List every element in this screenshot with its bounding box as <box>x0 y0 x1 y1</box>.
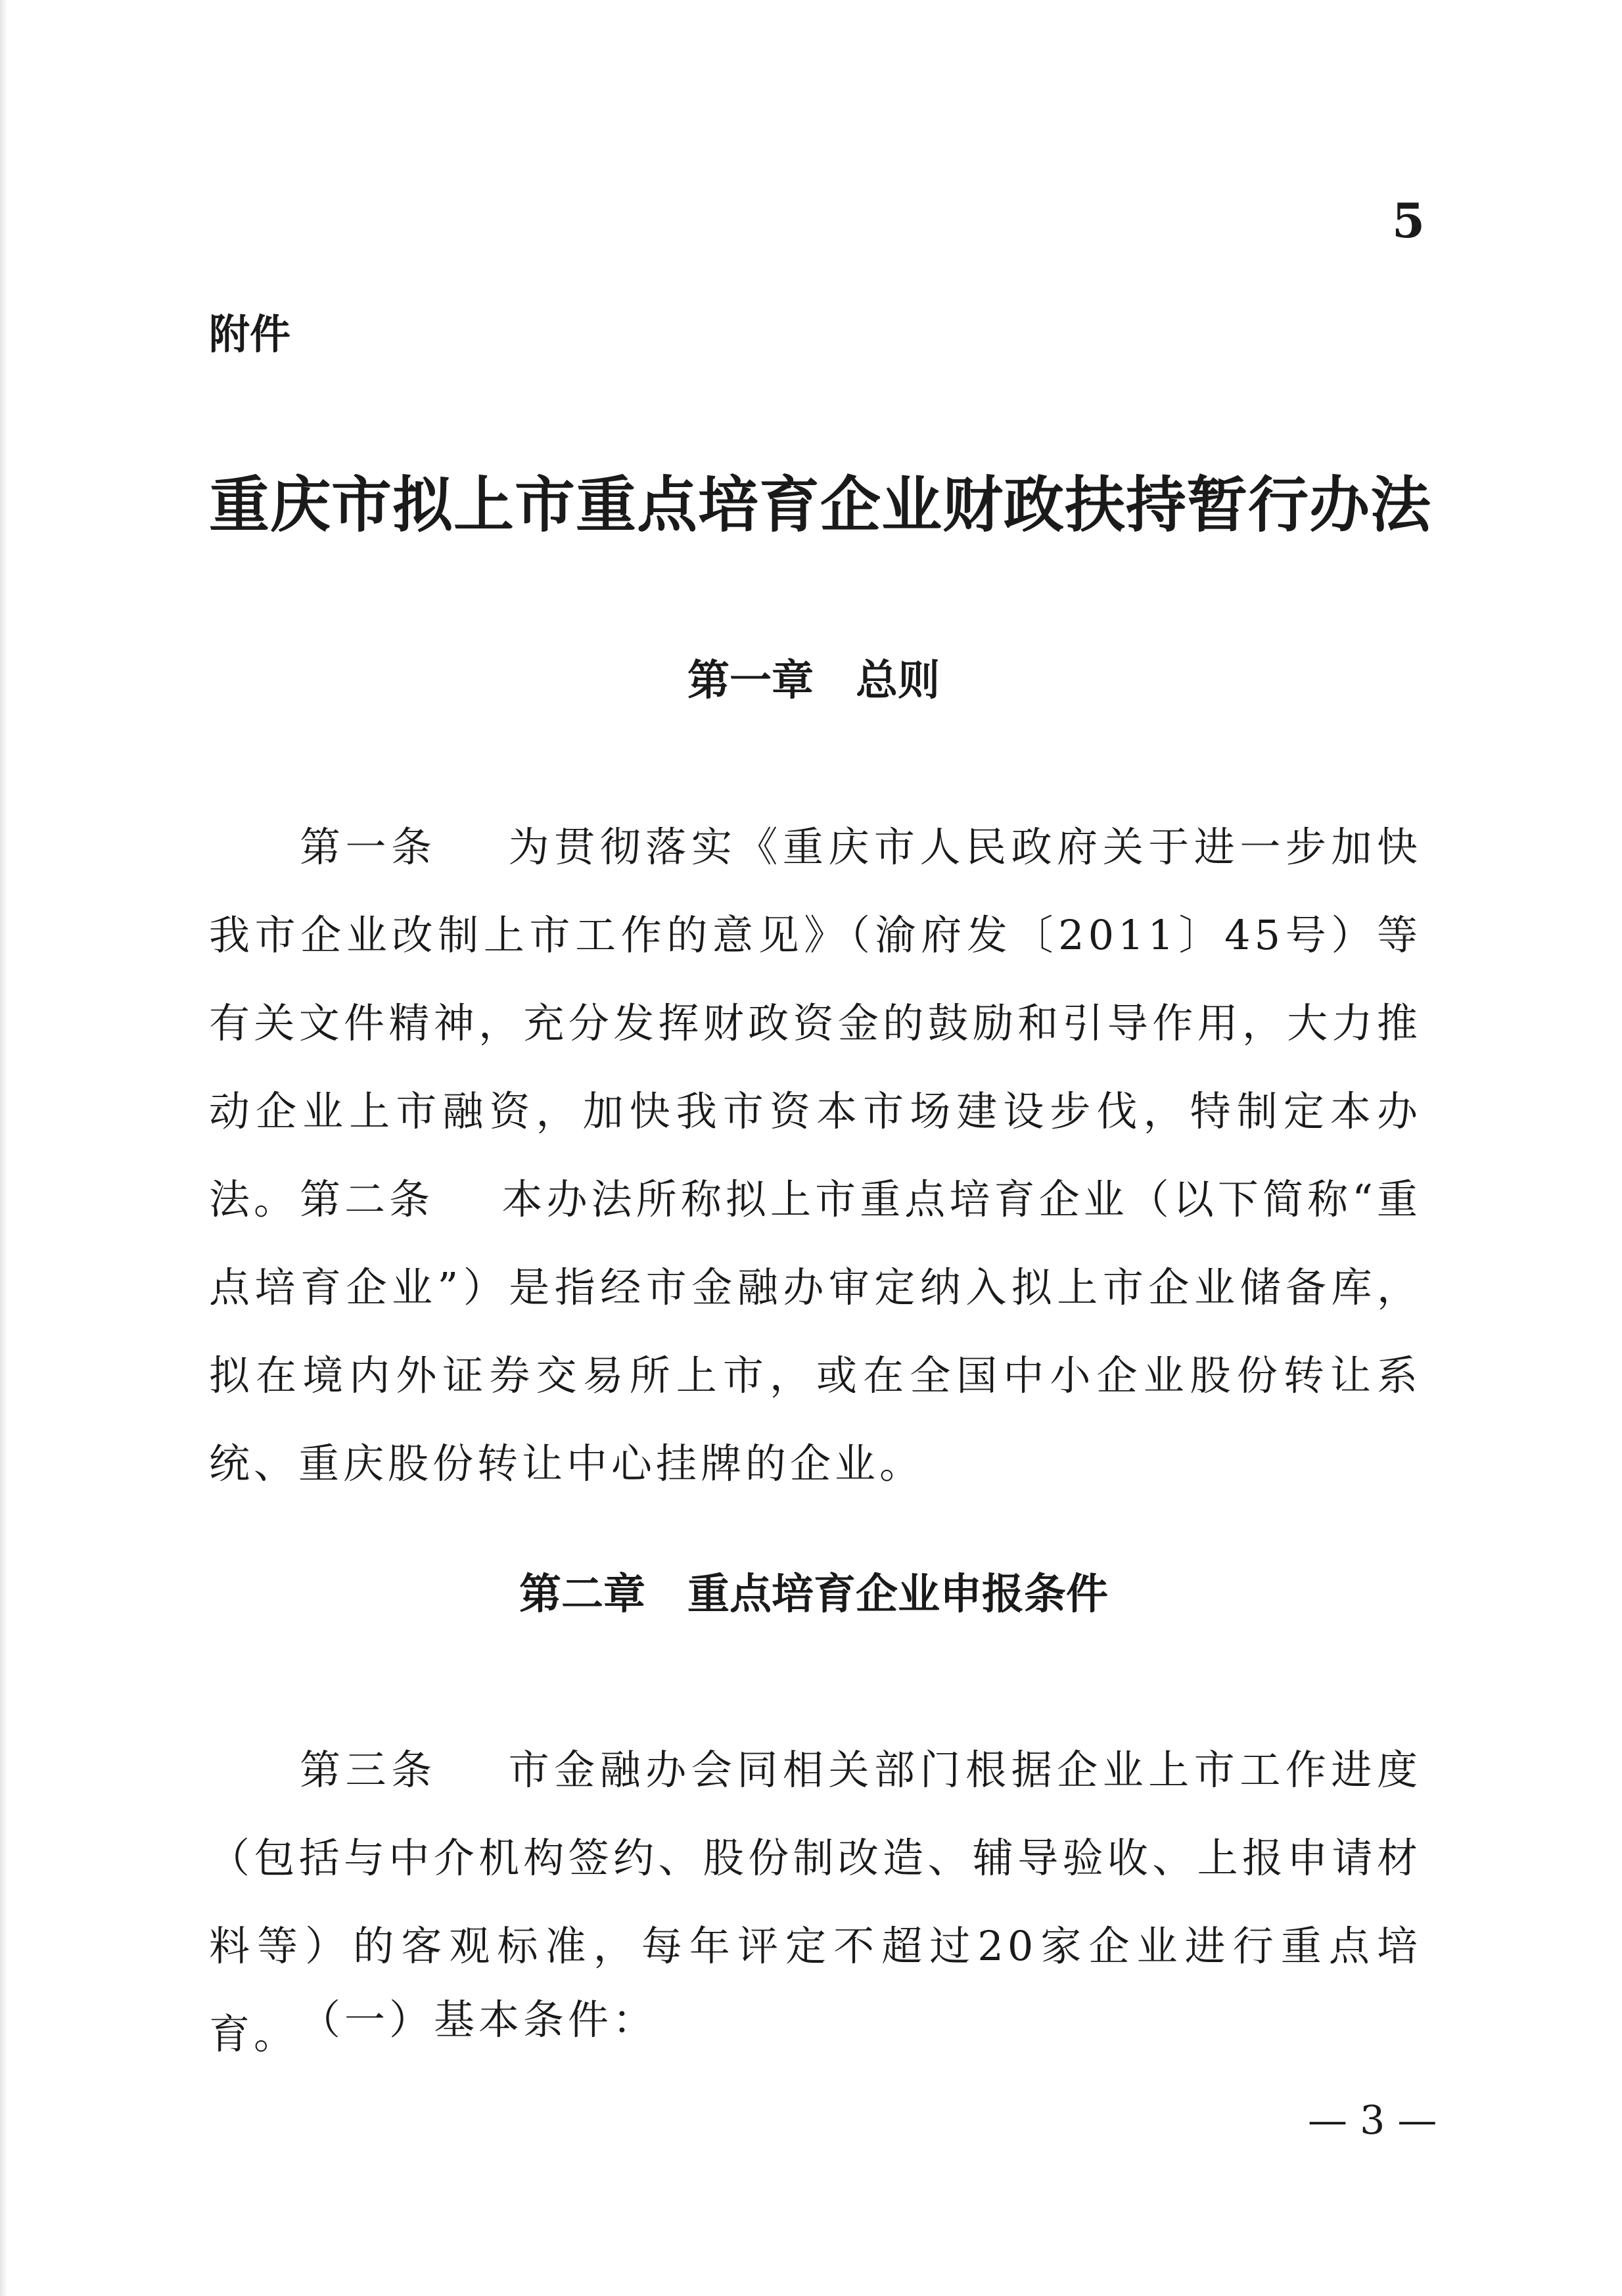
chapter-heading-1: 第一章 总则 <box>687 657 940 705</box>
attachment-label: 附件 <box>209 310 291 358</box>
article-text: 本办法所称拟上市重点培育企业（以下简称“重点培育企业”）是指经市金融办审定纳入拟上市企业储备库，拟在境内外证券交易所上市，或在全国中小企业股份转让系统、重庆股份转让中心挂牌的企业。 <box>209 1175 1422 1488</box>
page-number: — 3 — <box>1308 2097 1437 2144</box>
article-label: 第一条 <box>300 823 437 871</box>
article-label: 第三条 <box>300 1746 437 1794</box>
scan-shadow-edge <box>0 0 8 2296</box>
corner-number: 5 <box>1392 193 1425 248</box>
article-label: 第二条 <box>300 1175 434 1223</box>
sub-item-heading: （一）基本条件： <box>300 1996 658 2044</box>
document-title: 重庆市拟上市重点培育企业财政扶持暂行办法 <box>209 469 1432 540</box>
chapter-heading-2: 第二章 重点培育企业申报条件 <box>519 1570 1108 1619</box>
article-text: 为贯彻落实《重庆市人民政府关于进一步加快我市企业改制上市工作的意见》（渝府发〔2011〕45号）等有关文件精神，充分发挥财政资金的鼓励和引导作用，大力推动企业上市融资，加快我市资本市场建设步伐，特制定本办法。 <box>209 823 1422 1223</box>
article-text: 市金融办会同相关部门根据企业上市工作进度（包括与中介机构签约、股份制改造、辅导验收、上报申请材料等）的客观标准，每年评定不超过20家企业进行重点培育。 <box>209 1746 1422 2058</box>
article-paragraph <box>209 1156 1422 1508</box>
